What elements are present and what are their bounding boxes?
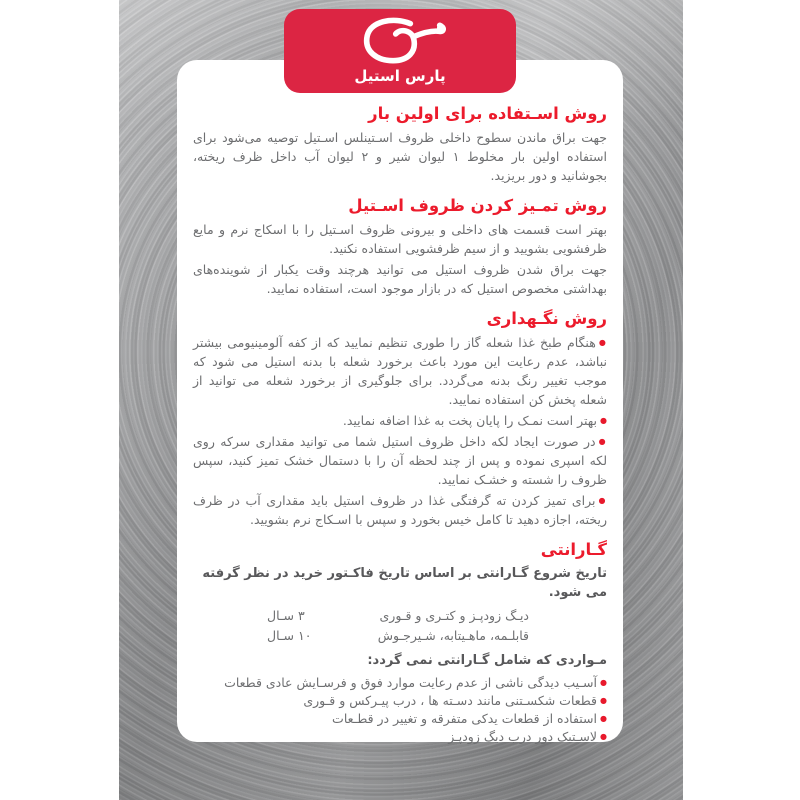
- bullet-icon: ●: [598, 496, 608, 505]
- care-bullet: [193, 333, 607, 409]
- duration-cell: ۱۰ سـال: [267, 628, 312, 643]
- pan-logo-icon: [348, 15, 452, 65]
- section-care: [193, 309, 607, 529]
- bullet-icon: ●: [600, 714, 607, 723]
- warranty-table: [267, 606, 529, 646]
- brand-logo-badge: [284, 9, 516, 93]
- care-bullet: [193, 491, 607, 529]
- item-cell: قابلـمه، ماهـیتابه، شـیرجـوش: [377, 628, 529, 643]
- section-title-first-use: روش اسـتفاده برای اولین بار: [368, 104, 607, 123]
- cleaning-paragraph: جهت براق شدن ظروف استیل می توانید هرچند وقت یکبار از شوینده‌های بهداشتی مخصوص استیل که در بازار موجود است، استفاده نمایید.: [193, 262, 607, 296]
- exclusion-item: [193, 710, 607, 728]
- section-title-cleaning: روش تمـیز کردن ظروف اسـتیل: [348, 196, 607, 215]
- section-title-warranty: گـارانتی: [540, 540, 607, 559]
- care-bullet: [193, 432, 607, 489]
- care-bullet-text: در صورت ایجاد لکه داخل ظروف استیل شما می توانید مقداری سرکه روی لکه اسپری نموده و پس از چند لحظه آن را با دستمال خشک تمیز کنید، سپس ظروف را شسته و خشـک نمایید.: [193, 434, 607, 487]
- section-first-use: [193, 104, 607, 185]
- care-bullet-text: برای تمیز کردن ته گرفتگی غذا در ظروف استیل باید مقداری آب در ظرف ریخته، اجازه دهید تا کامل خیس بخورد و سپس با اسـکاج نرم بشویید.: [193, 493, 607, 527]
- section-cleaning: [193, 196, 607, 298]
- exclusion-text: قطعات شکسـتنی مانند دسـته ها ، درب پیـرکس و قـوری: [303, 693, 598, 708]
- care-bullet: [193, 411, 607, 430]
- bullet-icon: ●: [598, 338, 607, 347]
- exclusion-text: استفاده از قطعات یدکی متفرقه و تغییر در قطـعات: [332, 711, 598, 726]
- care-bullet-text: هنگام طبخ غذا شعله گاز را طوری تنظیم نمایید که از کفه آلومینیومی بیشتر نباشد، عدم رعایت این مورد باعث برخورد شعله با بدنه استیل می شود که موجب تغییر رنگ بدنه می‌گردد. برای جلوگیری از برخورد شعله می توانید از شعله پخش کن استفاده نمایید.: [193, 335, 607, 407]
- section-title-care: روش نگـهداری: [486, 309, 607, 328]
- cleaning-paragraph: بهتر است قسمت های داخلی و بیرونی ظروف اسـتیل را با اسکاج نرم و مایع ظرفشویی بشویید و از سیم ظرفشویی استفاده نکنید.: [193, 222, 607, 256]
- section-warranty: [193, 540, 607, 746]
- exclusion-text: لاسـتیک دور درب دیگ زودپـز: [448, 729, 598, 744]
- bullet-icon: ●: [600, 732, 607, 741]
- exclusion-item: [193, 674, 607, 692]
- care-bullet-text: بهتر است نمـک را پایان پخت به غذا اضافه نمایید.: [342, 413, 598, 428]
- bullet-icon: ●: [598, 437, 607, 446]
- exclusion-text: آسـیب دیدگی ناشی از عدم رعایت موارد فوق و فرسـایش عادی قطعات: [224, 675, 598, 690]
- table-row: [267, 606, 529, 626]
- exclusions-list: [193, 674, 607, 746]
- item-cell: دیـگ زودپـز و کتـری و قـوری: [379, 608, 529, 623]
- warranty-intro: تاریخ شروع گـارانتی بر اساس تاریخ فاکـتور خرید در نظر گرفته می شود.: [202, 566, 607, 600]
- info-card: [177, 60, 623, 742]
- table-row: [267, 626, 529, 646]
- brand-wordmark: پارس استیل: [354, 67, 446, 85]
- duration-cell: ۳ سـال: [267, 608, 305, 623]
- exclusion-item: [193, 692, 607, 710]
- bullet-icon: ●: [600, 678, 607, 687]
- section-body-first-use: جهت براق ماندن سطوح داخلی ظروف اسـتینلس اسـتیل توصیه می‌شود برای استفاده اولین بار مخلوط ۱ لیوان شیر و ۲ لیوان آب داخل ظرف ریخته، بجوشانید و دور بریزید.: [193, 130, 607, 183]
- bullet-icon: ●: [600, 416, 607, 425]
- bullet-icon: ●: [600, 696, 607, 705]
- exclusions-title: مـواردی که شامل گـارانتی نمی گردد:: [367, 653, 607, 668]
- exclusion-item: [193, 728, 607, 746]
